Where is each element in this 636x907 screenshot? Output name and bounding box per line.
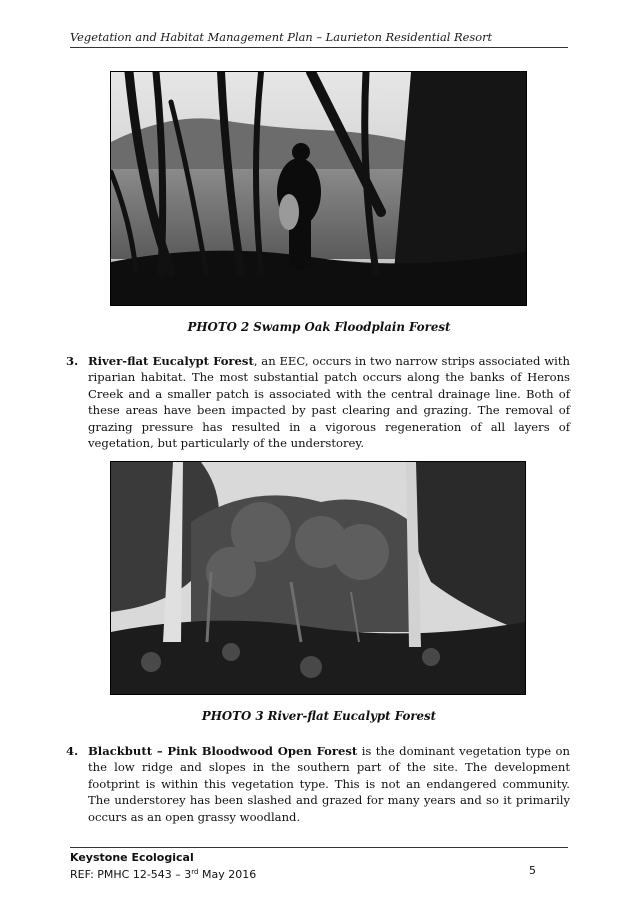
item-line: occurs as an open grassy woodland. bbox=[88, 809, 301, 824]
photo-caption: PHOTO 3 River-flat Eucalypt Forest bbox=[201, 709, 437, 723]
list-item bbox=[66, 353, 570, 451]
item-line: the low ridge and slopes in the southern part of the site. The development bbox=[88, 760, 570, 775]
vegetation-term: River-flat Eucalypt Forest bbox=[88, 354, 254, 368]
footer-org: Keystone Ecological bbox=[70, 851, 194, 864]
item-line: footprint is within this vegetation type. This is not an endangered community. bbox=[88, 776, 570, 791]
list-item bbox=[66, 743, 571, 825]
page-number: 5 bbox=[529, 864, 536, 877]
item-line: vegetation, but particularly of the understorey. bbox=[88, 436, 365, 451]
item-line: River-flat Eucalypt Forest, an EEC, occurs in two narrow strips associated with bbox=[88, 354, 570, 368]
vegetation-term: Blackbutt – Pink Bloodwood Open Forest bbox=[88, 744, 358, 758]
item-line: The understorey has been slashed and grazed for many years and so it primarily bbox=[88, 793, 570, 808]
item-line: Blackbutt – Pink Bloodwood Open Forest is the dominant vegetation type on bbox=[88, 744, 571, 758]
item-line: Creek and a smaller patch is associated with the central drainage line. Both of bbox=[88, 386, 570, 401]
photo-caption: PHOTO 2 Swamp Oak Floodplain Forest bbox=[187, 320, 451, 334]
item-line: these areas have been impacted by past clearing and grazing. The removal of bbox=[88, 403, 570, 418]
running-header: Vegetation and Habitat Management Plan – Laurieton Residential Resort bbox=[70, 30, 568, 48]
list-number: 4. bbox=[66, 744, 79, 758]
item-line: grazing pressure has resulted in a vigorous regeneration of all layers of bbox=[88, 419, 570, 434]
photo-swamp-oak-forest bbox=[110, 71, 527, 306]
page-footer bbox=[70, 847, 568, 882]
footer-reference: REF: PMHC 12-543 – 3rd May 2016 bbox=[70, 868, 257, 881]
item-line: riparian habitat. The most substantial patch occurs along the banks of Herons bbox=[88, 370, 570, 385]
list-number: 3. bbox=[66, 354, 79, 368]
photo-river-flat-forest bbox=[110, 461, 526, 695]
